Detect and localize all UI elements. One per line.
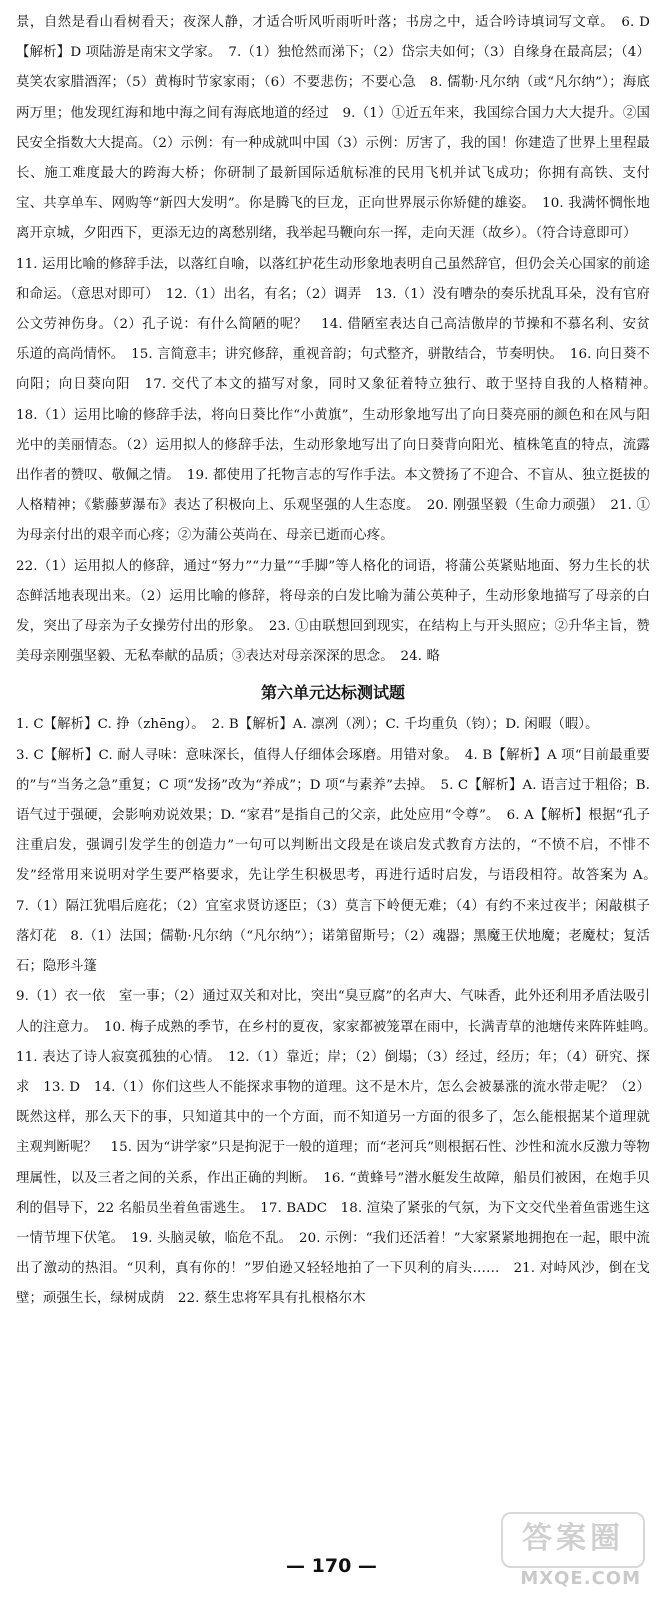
answer-paragraph-4: 1. C【解析】C. 挣（zhēng）。 2. B【解析】A. 凛冽（冽）；C. 千均重负（钧）；D. 闲暇（暇）。 [16, 717, 599, 733]
page-number: — 170 — [286, 1555, 377, 1577]
answer-paragraph-6: 9.（1）衣一依 室一事；（2）通过双关和对比，突出“臭豆腐”的名声大、气味香，此外还利用矛盾法吸引人的注意力。 10. 梅子成熟的季节，在乡村的夏夜，家家都被笼罩在雨中，长满青草的池塘传来阵阵蛙鸣。 11. 表达了诗人寂寞孤独的心情。 12.（1）靠近；岸；（2）倒塌；（3）经过，经历；年；（4）研究、探求 13. D 14.（1）你们这些人不能探求事物的道理。这不是木片，怎么会被暴涨的流水带走呢？（2）既然这样，那么天下的事，只知道其中的一个方面，而不知道另一方面的很多了，怎么能根据某个道理就主观判断呢？ 15. 因为“讲学家”只是拘泥于一般的道理；而“老河兵”则根据石性、沙性和流水反激力等物理属性，以及三者之间的关系，作出正确的判断。 16. “黄蜂号”潜水艇发生故障，船员们被困，在炮手贝利的倡导下，22 名船员坐着鱼雷逃生。 17. BADC 18. 渲染了紧张的气氛，为下文交代坐着鱼雷逃生这一情节埋下伏笔。 19. 头脑灵敏，临危不乱。 20. 示例：“我们还活着！”大家紧紧地拥抱在一起，眼中流出了激动的热泪。“贝利，真有你的！”罗伯逊又轻轻地拍了一下贝利的肩头…… 21. 对峙风沙，倒在戈壁；顽强生长，绿树成荫 22. 蔡生忠将军具有扎根格尔木 [16, 989, 663, 1307]
answer-paragraph-5: 3. C【解析】C. 耐人寻味：意味深长，值得人仔细体会琢磨。用错对象。 4. B【解析】A 项“目前最重要的”与“当务之急”重复；C 项“发扬”改为“养成”；D 项“与素养”去掉。 5. C【解析】A. 语言过于粗俗；B. 语气过于强硬，会影响劝说效果；D. “家君”是指自己的父亲，此处应用“令尊”。 6. A【解析】根据“孔子注重启发，强调引发学生的创造力”一句可以判断出文段是在谈启发式教育方法的，“不愤不启，不悱不发”经常用来说明对学生要严格要求，先让学生积极思考，再进行适时启发，与语段相符。故答案为 A。 7.（1）隔江犹唱后庭花；（2）宜室求贤访逐臣；（3）莫言下岭便无难；（4）有约不来过夜半；闲敲棋子落灯花 8.（1）法国；儒勒·凡尔纳（“凡尔纳”）；诺第留斯号；（2）魂器；黑魔王伏地魔；老魔杖；复活石；隐形斗篷 [16, 747, 663, 975]
answer-paragraph-3: 22.（1）运用拟人的修辞，通过“努力”“力量”“手脚”等人格化的词语，将蒲公英紧贴地面、努力生长的状态鲜活地表现出来。（2）运用比喻的修辞，将母亲的白发比喻为蒲公英种子，生动形象地描写了母亲的白发，突出了母亲为子女操劳付出的形象。 23. ①由联想回到现实，在结构上与开头照应；②升华主旨，赞美母亲刚强坚毅、无私奉献的品质；③表达对母亲深深的思念。 24. 略 [16, 558, 650, 665]
section-title: 第六单元达标测试题 [260, 683, 405, 703]
watermark-url: MXQE.COM [520, 1568, 641, 1589]
watermark-logo: 答案圈 [501, 1512, 645, 1568]
answer-page [16, 8, 663, 1315]
answer-paragraph-1: 景，自然是看山看树看天；夜深人静，才适合听风听雨听叶落；书房之中，适合吟诗填词写文章。 6. D【解析】D 项陆游是南宋文学家。 7.（1）独怆然而涕下；（2）岱宗夫如何；（3）自缘身在最高层；（4）莫笑农家腊酒浑；（5）黄梅时节家家雨；（6）不要悲伤；不要心急 8. 儒勒·凡尔纳（或“凡尔纳”）；海底两万里；他发现红海和地中海之间有海底地道的经过 9.（1）①近五年来，我国综合国力大大提升。②国民安全指数大大提高。（2）示例：有一种成就叫中国（3）示例：厉害了，我的国！你建造了世界上里程最长、施工难度最大的跨海大桥；你研制了最新国际适航标准的民用飞机并试飞成功；你拥有高铁、支付宝、共享单车、网购等“新四大发明”。你是腾飞的巨龙，正向世界展示你矫健的雄姿。 10. 我满怀惆怅地离开京城，夕阳西下，更添无边的离愁别绪，我举起马鞭向东一挥，走向天涯（故乡）。（符合诗意即可） [16, 15, 650, 242]
answer-paragraph-2: 11. 运用比喻的修辞手法，以落红自喻，以落红护花生动形象地表明自己虽然辞官，但仍会关心国家的前途和命运。（意思对即可） 12.（1）出名，有名；（2）调弄 13.（1）没有嘈杂的奏乐扰乱耳朵，没有官府公文劳神伤身。（2）孔子说：有什么简陋的呢？ 14. 借陋室表达自己高洁傲岸的节操和不慕名利、安贫乐道的高尚情怀。 15. 言简意丰；讲究修辞，重视音韵；句式整齐，骈散结合，节奏明快。 16. 向日葵不向阳；向日葵向阳 17. 交代了本文的描写对象，同时又象征着特立独行、敢于坚持自我的人格精神。 18.（1）运用比喻的修辞手法，将向日葵比作“小黄旗”，生动形象地写出了向日葵亮丽的颜色和在风与阳光中的美丽情态。（2）运用拟人的修辞手法，生动形象地写出了向日葵背向阳光、植株笔直的特点，流露出作者的赞叹、敬佩之情。 19. 都使用了托物言志的写作手法。本文赞扬了不迎合、不盲从、独立挺拔的人格精神；《紫藤萝瀑布》表达了积极向上、乐观坚强的人生态度。 20. 刚强坚毅（生命力顽强） 21. ①为母亲付出的艰辛而心疼；②为蒲公英尚在、母亲已逝而心疼。 [16, 256, 663, 544]
watermark [499, 1512, 649, 1596]
